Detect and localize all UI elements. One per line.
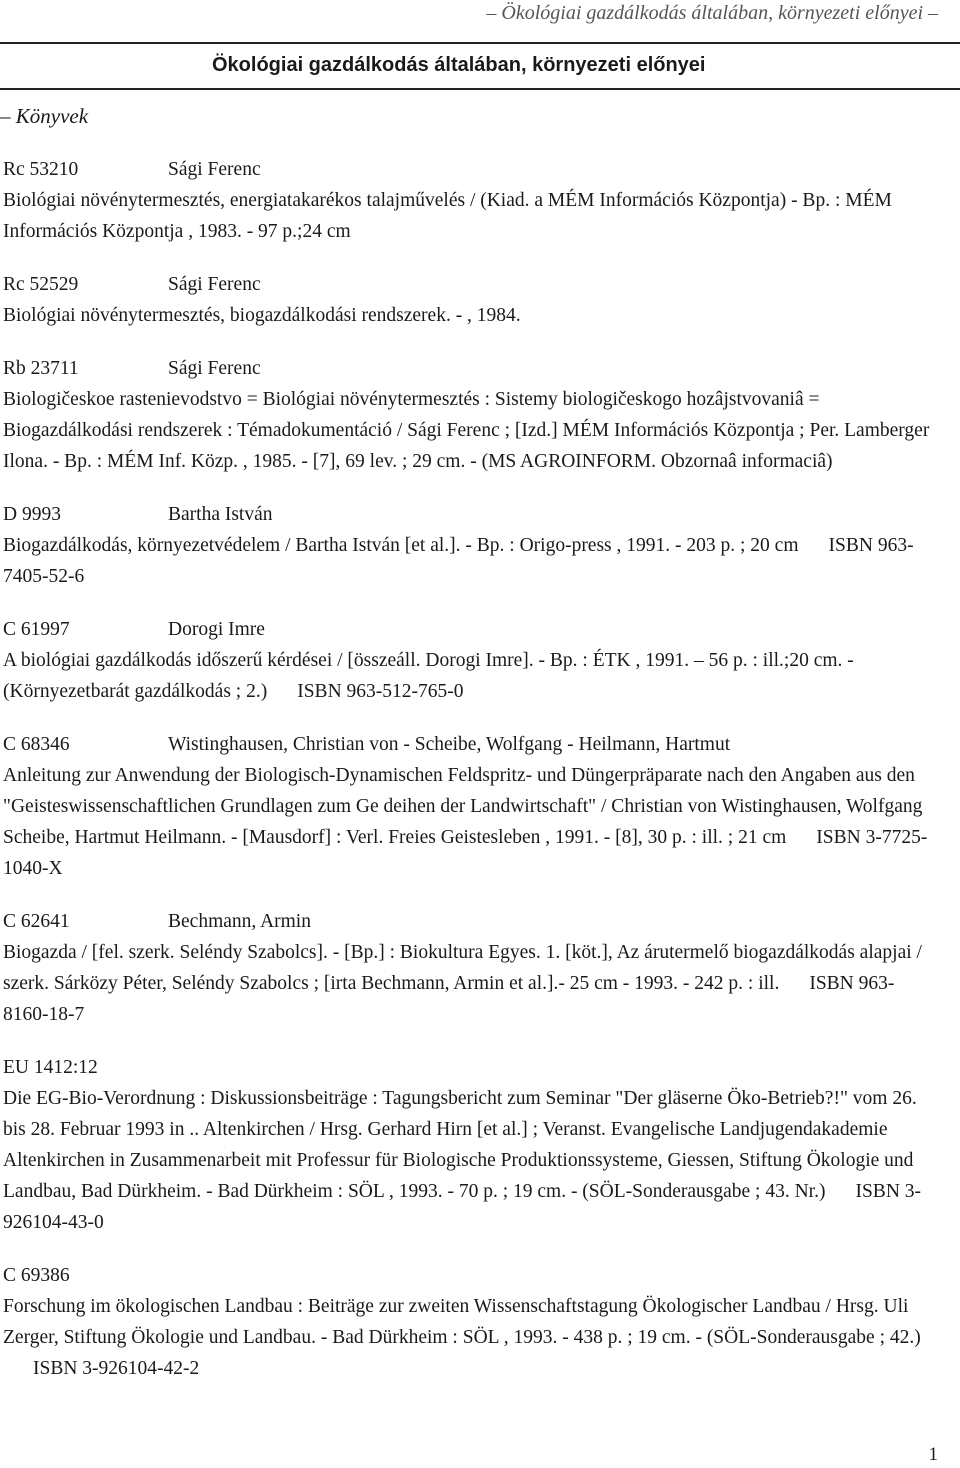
entry-author: Sági Ferenc [168, 358, 261, 379]
call-number: D 9993 [3, 504, 61, 525]
call-number: C 68346 [3, 734, 70, 755]
bibliography-entry [3, 269, 938, 331]
call-number: C 61997 [3, 619, 70, 640]
subsection-heading: – Könyvek [0, 104, 89, 128]
bibliography-entry [3, 906, 938, 1030]
entry-header [3, 353, 938, 384]
entry-isbn: ISBN 3-7725-1040-X [3, 827, 928, 879]
call-number: Rc 53210 [3, 159, 79, 180]
bibliography-entry [3, 154, 938, 247]
entry-text: Biologičeskoe rastenievodstvo = Biológiai növénytermesztés : Sistemy biologičeskogo hozâjstvovaniâ = Biogazdálkodási rendszerek : Témadokumentáció / Sági Ferenc ; [Izd.] MÉM Információs Központja ; Per. Lamberger Ilona. - Bp. : MÉM Inf. Közp. , 1985. - [7], 69 lev. ; 29 cm. - (MS AGROINFORM. Obzornaâ informaciâ) [3, 389, 930, 472]
running-header: – Ökológiai gazdálkodás általában, környezeti előnyei – [486, 2, 938, 24]
entry-description [3, 1083, 938, 1238]
entry-isbn: ISBN 963-512-765-0 [297, 681, 464, 702]
entry-text: Biológiai növénytermesztés, energiatakarékos talajművelés / (Kiad. a MÉM Információs Központja) - Bp. : MÉM Információs Központja , 1983. - 97 p.;24 cm [3, 190, 892, 242]
entry-text: Anleitung zur Anwendung der Biologisch-Dynamischen Feldspritz- und Düngerpräparate nach den Angaben aus den "Geisteswissenschaftlichen Grundlagen zum Ge deihen der Landwirtschaft" / Christian von Wistinghausen, Wolfgang Scheibe, Hartmut Heilmann. - [Mausdorf] : Verl. Freies Geistesleben , 1991. - [8], 30 p. : ill. ; 21 cm [3, 765, 923, 848]
entry-author: Dorogi Imre [168, 619, 265, 640]
entry-author: Bechmann, Armin [168, 911, 311, 932]
entry-text: A biológiai gazdálkodás időszerű kérdései / [összeáll. Dorogi Imre]. - Bp. : ÉTK , 1991. – 56 p. : ill.;20 cm. - (Környezetbarát gazdálkodás ; 2.) [3, 650, 854, 702]
entry-header [3, 614, 938, 645]
entry-header [3, 269, 938, 300]
entry-header [3, 499, 938, 530]
entry-text: Die EG-Bio-Verordnung : Diskussionsbeiträge : Tagungsbericht zum Seminar "Der gläserne Öko-Betrieb?!" vom 26. bis 28. Februar 1993 in .. Altenkirchen / Hrsg. Gerhard Hirn [et al.] ; Veranst. Evangelische Landjugendakademie Altenkirchen in Zusammenarbeit mit Professur für Biologische Produktionssysteme, Giessen, Stiftung Ökologie und Landbau, Bad Dürkheim. - Bad Dürkheim : SÖL , 1993. - 70 p. ; 19 cm. - (SÖL-Sonderausgabe ; 43. Nr.) [3, 1088, 917, 1202]
entry-header [3, 729, 938, 760]
section-title: Ökológiai gazdálkodás általában, környezeti előnyei [212, 54, 706, 76]
entry-text: Biogazdálkodás, környezetvédelem / Bartha István [et al.]. - Bp. : Origo-press , 1991. - 203 p. ; 20 cm [3, 535, 799, 556]
entry-text: Biológiai növénytermesztés, biogazdálkodási rendszerek. - , 1984. [3, 305, 521, 326]
entry-header [3, 906, 938, 937]
entry-isbn: ISBN 3-926104-43-0 [3, 1181, 922, 1233]
entry-description [3, 760, 938, 884]
entry-text: Forschung im ökologischen Landbau : Beiträge zur zweiten Wissenschaftstagung Ökologischer Landbau / Hrsg. Uli Zerger, Stiftung Ökologie und Landbau. - Bad Dürkheim : SÖL , 1993. - 438 p. ; 19 cm. - (SÖL-Sonderausgabe ; 42.) [3, 1296, 921, 1348]
entry-header [3, 154, 938, 185]
entry-isbn: ISBN 963-8160-18-7 [3, 973, 895, 1025]
entry-author: Sági Ferenc [168, 274, 261, 295]
entry-header [3, 1052, 938, 1083]
bibliography-list [3, 154, 938, 1406]
entry-author: Sági Ferenc [168, 159, 261, 180]
bibliography-entry [3, 499, 938, 592]
entry-isbn: ISBN 963-7405-52-6 [3, 535, 914, 587]
call-number: Rb 23711 [3, 358, 79, 379]
entry-description [3, 1291, 938, 1384]
entry-description [3, 645, 938, 707]
entry-author: Wistinghausen, Christian von - Scheibe, Wolfgang - Heilmann, Hartmut [168, 734, 731, 755]
bibliography-entry [3, 1260, 938, 1384]
call-number: Rc 52529 [3, 274, 79, 295]
call-number: EU 1412:12 [3, 1057, 98, 1078]
bibliography-entry [3, 614, 938, 707]
entry-header [3, 1260, 938, 1291]
entry-description [3, 300, 938, 331]
entry-description [3, 530, 938, 592]
entry-author: Bartha István [168, 504, 273, 525]
entry-description [3, 185, 938, 247]
entry-text: Biogazda / [fel. szerk. Seléndy Szabolcs]. - [Bp.] : Biokultura Egyes. 1. [köt.], Az árutermelő biogazdálkodás alapjai / szerk. Sárközy Péter, Seléndy Szabolcs ; [irta Bechmann, Armin et al.].- 25 cm - 1993. - 242 p. : ill. [3, 942, 922, 994]
call-number: C 62641 [3, 911, 70, 932]
entry-isbn: ISBN 3-926104-42-2 [33, 1358, 200, 1379]
section-title-bar [0, 42, 960, 90]
bibliography-entry [3, 353, 938, 477]
bibliography-entry [3, 729, 938, 884]
page-number: 1 [928, 1444, 938, 1465]
entry-description [3, 384, 938, 477]
bibliography-entry [3, 1052, 938, 1238]
entry-description [3, 937, 938, 1030]
call-number: C 69386 [3, 1265, 70, 1286]
